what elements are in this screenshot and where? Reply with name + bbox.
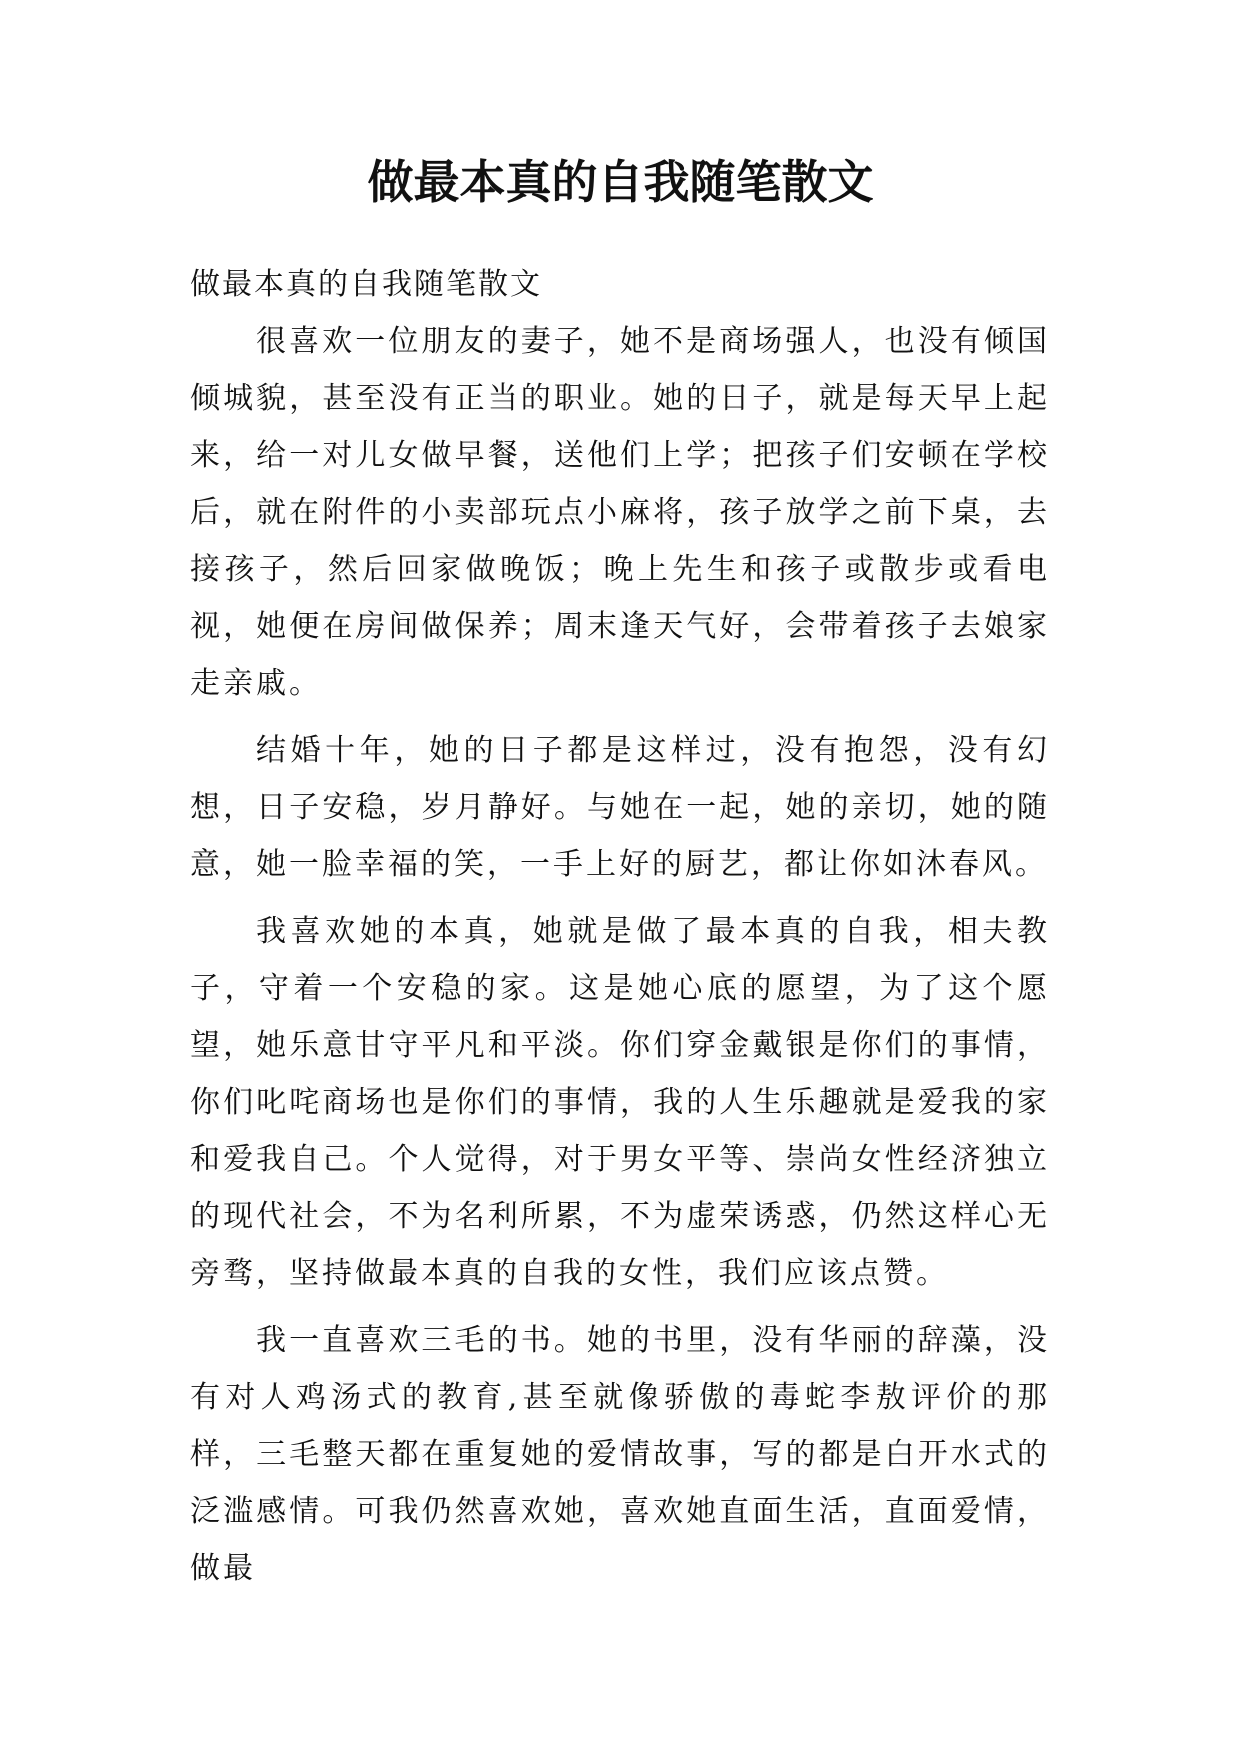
paragraph-4: 我一直喜欢三毛的书。她的书里，没有华丽的辞藻，没有对人鸡汤式的教育,甚至就像骄傲的毒蛇李敖评价的那样，三毛整天都在重复她的爱情故事，写的都是白开水式的泛滥感情。可我仍然喜欢她，喜欢她直面生活，直面爱情，做最: [190, 1323, 1050, 1586]
paragraph-2: 结婚十年，她的日子都是这样过，没有抱怨，没有幻想，日子安稳，岁月静好。与她在一起，她的亲切，她的随意，她一脸幸福的笑，一手上好的厨艺，都让你如沐春风。: [190, 733, 1050, 882]
document-subtitle: 做最本真的自我随笔散文: [190, 267, 542, 302]
paragraph-1: 很喜欢一位朋友的妻子，她不是商场强人，也没有倾国倾城貌，甚至没有正当的职业。她的日子，就是每天早上起来，给一对儿女做早餐，送他们上学；把孩子们安顿在学校后，就在附件的小卖部玩点小麻将，孩子放学之前下桌，去接孩子，然后回家做晚饭；晚上先生和孩子或散步或看电视，她便在房间做保养；周末逢天气好，会带着孩子去娘家走亲戚。: [190, 324, 1050, 701]
document-title: 做最本真的自我随笔散文: [367, 155, 874, 209]
paragraph-3: 我喜欢她的本真，她就是做了最本真的自我，相夫教子，守着一个安稳的家。这是她心底的愿望，为了这个愿望，她乐意甘守平凡和平淡。你们穿金戴银是你们的事情，你们叱咤商场也是你们的事情，我的人生乐趣就是爱我的家和爱我自己。个人觉得，对于男女平等、崇尚女性经济独立的现代社会，不为名利所累，不为虚荣诱惑，仍然这样心无旁骛，坚持做最本真的自我的女性，我们应该点赞。: [190, 914, 1050, 1291]
document-body: [190, 256, 1050, 1597]
